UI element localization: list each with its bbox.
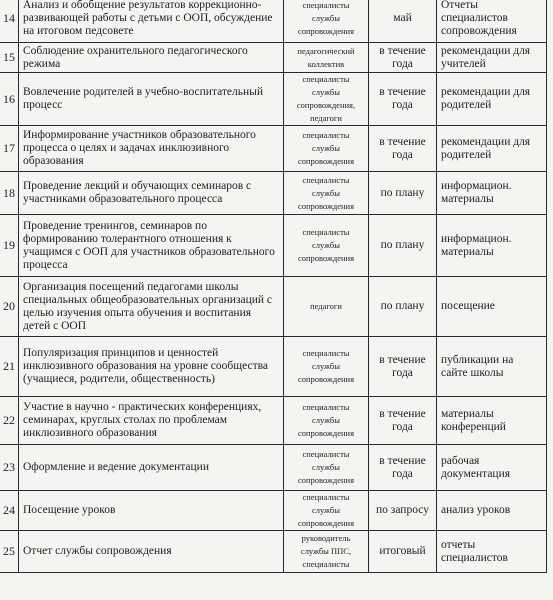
table-row [0, 337, 547, 397]
term-cell: в течение года [369, 337, 437, 397]
responsible-cell: руководитель службы ППС, специалисты [284, 531, 369, 573]
row-number: 25 [0, 531, 19, 573]
result-cell: посещение [437, 277, 547, 337]
term-cell: в течение года [369, 445, 437, 491]
result-cell: анализ уроков [437, 491, 547, 531]
task-cell: Посещение уроков [19, 491, 284, 531]
responsible-cell: специалисты службы сопровождения [284, 215, 369, 277]
term-cell: по плану [369, 277, 437, 337]
task-cell: Соблюдение охранительного педагогического режима [19, 43, 284, 73]
task-cell: Информирование участников образовательного процесса о целях и задачах инклюзивного образования [19, 126, 284, 172]
row-number: 20 [0, 277, 19, 337]
result-cell: рекомендации для учителей [437, 43, 547, 73]
responsible-cell: специалисты службы сопровождения [284, 0, 369, 43]
result-cell: информацион. материалы [437, 172, 547, 215]
task-cell: Вовлечение родителей в учебно-воспитательный процесс [19, 73, 284, 126]
task-cell: Проведение лекций и обучающих семинаров с участниками образовательного процесса [19, 172, 284, 215]
table-row [0, 0, 547, 43]
responsible-cell: специалисты службы сопровождения [284, 172, 369, 215]
term-cell: в течение года [369, 73, 437, 126]
result-cell: рабочая документация [437, 445, 547, 491]
table-row [0, 277, 547, 337]
table-row [0, 215, 547, 277]
responsible-cell: педагоги [284, 277, 369, 337]
row-number: 19 [0, 215, 19, 277]
row-number: 21 [0, 337, 19, 397]
task-cell: Участие в научно - практических конференциях, семинарах, круглых столах по проблемам инклюзивного образования [19, 397, 284, 445]
result-cell: публикации на сайте школы [437, 337, 547, 397]
table-row [0, 491, 547, 531]
responsible-cell: специалисты службы сопровождения [284, 491, 369, 531]
result-cell: информацион. материалы [437, 215, 547, 277]
responsible-cell: педагогический коллектив [284, 43, 369, 73]
table-row [0, 43, 547, 73]
task-cell: Организация посещений педагогами школы специальных общеобразовательных организаций с целью изучения опыта обучения и воспитания детей с ООП [19, 277, 284, 337]
row-number: 22 [0, 397, 19, 445]
result-cell: материалы конференций [437, 397, 547, 445]
task-cell: Проведение тренингов, семинаров по формированию толерантного отношения к учащимся с ООП для участников образовательного процесса [19, 215, 284, 277]
table-row [0, 531, 547, 573]
term-cell: по плану [369, 172, 437, 215]
table-row [0, 397, 547, 445]
result-cell: рекомендации для родителей [437, 73, 547, 126]
responsible-cell: специалисты службы сопровождения [284, 126, 369, 172]
responsible-cell: специалисты службы сопровождения, педагоги [284, 73, 369, 126]
table-row [0, 73, 547, 126]
result-cell: Отчеты специалистов сопровождения [437, 0, 547, 43]
table-row [0, 172, 547, 215]
row-number: 23 [0, 445, 19, 491]
term-cell: в течение года [369, 43, 437, 73]
row-number: 18 [0, 172, 19, 215]
row-number: 15 [0, 43, 19, 73]
result-cell: отчеты специалистов [437, 531, 547, 573]
term-cell: итоговый [369, 531, 437, 573]
term-cell: в течение года [369, 126, 437, 172]
row-number: 14 [0, 0, 19, 43]
responsible-cell: специалисты службы сопровождения [284, 397, 369, 445]
term-cell: по запросу [369, 491, 437, 531]
responsible-cell: специалисты службы сопровождения [284, 337, 369, 397]
row-number: 24 [0, 491, 19, 531]
table-row [0, 126, 547, 172]
row-number: 16 [0, 73, 19, 126]
term-cell: в течение года [369, 397, 437, 445]
task-cell: Отчет службы сопровождения [19, 531, 284, 573]
term-cell: по плану [369, 215, 437, 277]
task-cell: Анализ и обобщение результатов коррекционно-развивающей работы с детьми с ООП, обсуждение на итоговом педсовете [19, 0, 284, 43]
table-row [0, 445, 547, 491]
result-cell: рекомендации для родителей [437, 126, 547, 172]
task-cell: Оформление и ведение документации [19, 445, 284, 491]
responsible-cell: специалисты службы сопровождения [284, 445, 369, 491]
task-cell: Популяризация принципов и ценностей инклюзивного образования на уровне сообщества (учащиеся, родители, общественность) [19, 337, 284, 397]
term-cell: май [369, 0, 437, 43]
row-number: 17 [0, 126, 19, 172]
